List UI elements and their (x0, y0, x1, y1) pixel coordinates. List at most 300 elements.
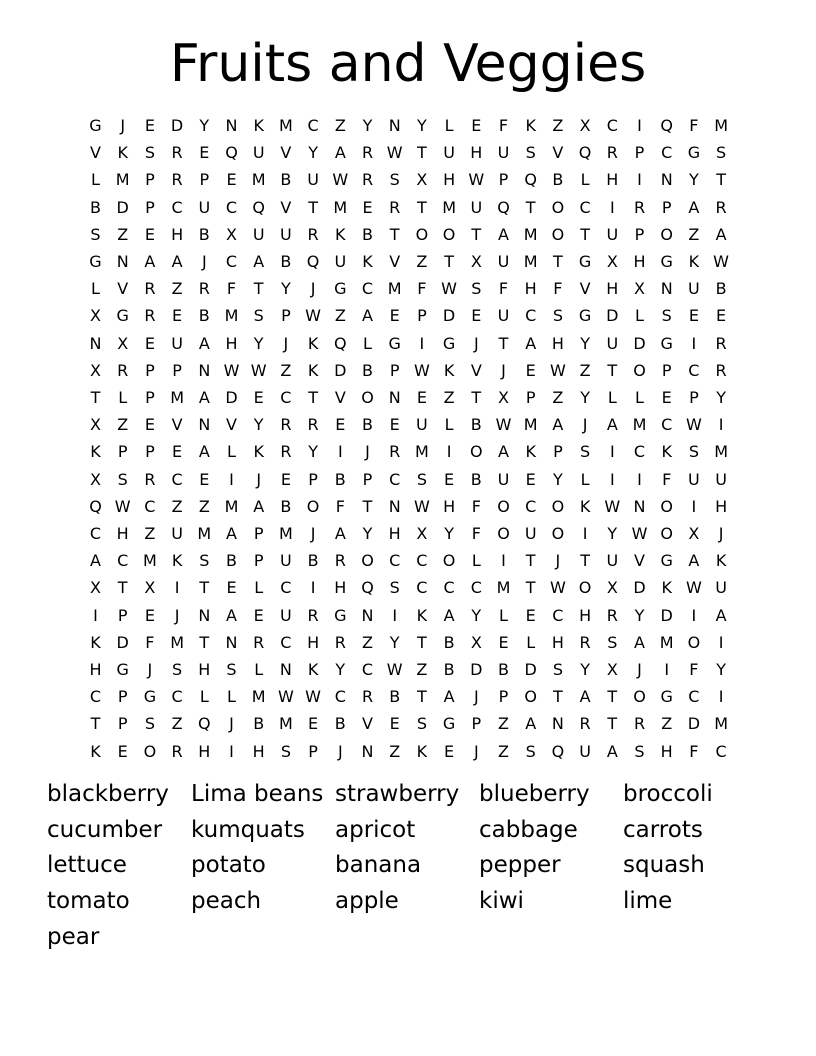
grid-letter: P (145, 388, 155, 407)
grid-letter: X (470, 632, 482, 652)
grid-letter: T (90, 388, 101, 407)
grid-letter: E (416, 388, 427, 407)
grid-letter: P (308, 741, 318, 761)
grid-row (82, 166, 734, 193)
grid-letter: B (280, 252, 292, 271)
grid-letter: D (660, 605, 673, 625)
grid-letter: M (224, 496, 239, 516)
grid-letter: S (525, 143, 536, 163)
grid-letter: B (443, 660, 455, 679)
grid-letter: H (252, 741, 265, 761)
grid-letter: X (606, 252, 618, 271)
grid-letter: L (444, 415, 454, 435)
grid-letter: D (225, 388, 238, 407)
grid-letter: V (552, 143, 564, 163)
grid-letter: K (253, 442, 264, 462)
grid-letter: U (280, 605, 292, 625)
grid-letter: H (660, 741, 673, 761)
grid-letter: N (225, 632, 238, 652)
grid-letter: H (633, 252, 646, 271)
grid-letter: M (278, 116, 293, 135)
grid-letter: P (661, 360, 672, 380)
grid-letter: Y (308, 143, 318, 163)
grid-letter: P (634, 143, 645, 163)
grid-letter: U (497, 469, 510, 489)
grid-letter: M (278, 524, 293, 543)
grid-letter: Y (471, 605, 482, 625)
grid-letter: S (280, 741, 291, 761)
grid-letter: C (280, 578, 292, 598)
grid-letter: J (637, 660, 642, 679)
grid-letter: M (714, 714, 728, 734)
grid-letter: G (442, 714, 456, 734)
grid-letter: L (635, 306, 644, 326)
grid-letter: T (525, 197, 536, 217)
grid-letter: F (471, 524, 481, 543)
grid-letter: R (361, 687, 374, 707)
grid-letter: M (387, 279, 402, 299)
grid-letter: K (416, 605, 428, 625)
grid-letter: B (715, 279, 727, 299)
grid-letter: A (688, 551, 700, 571)
grid-letter: C (225, 252, 238, 271)
grid-letter: Z (552, 116, 564, 135)
grid-letter: J (337, 741, 343, 761)
grid-letter: W (386, 660, 403, 679)
grid-letter: K (579, 496, 591, 516)
grid-letter: U (606, 551, 619, 571)
grid-letter: C (416, 578, 428, 598)
grid-letter: Q (361, 578, 374, 598)
grid-letter: U (171, 524, 183, 543)
grid-letter: B (362, 360, 373, 380)
grid-letter: Q (306, 252, 320, 271)
grid-letter: J (201, 252, 207, 271)
grid-letter: U (497, 252, 510, 271)
grid-letter: D (606, 306, 619, 326)
grid-letter: Q (660, 116, 673, 135)
grid-letter: P (117, 605, 128, 625)
grid-letter: M (659, 632, 674, 652)
grid-letter: F (553, 279, 563, 299)
grid-letter: H (225, 333, 238, 353)
grid-letter: H (606, 170, 619, 190)
grid-letter: E (688, 306, 699, 326)
grid-letter: B (307, 551, 319, 571)
grid-letter: E (172, 306, 183, 326)
grid-letter: O (524, 687, 537, 707)
grid-letter: G (660, 252, 673, 271)
grid-letter: O (551, 224, 565, 244)
grid-letter: E (308, 714, 319, 734)
grid-letter: U (171, 333, 183, 353)
grid-letter: R (280, 442, 292, 462)
grid-letter: P (145, 170, 155, 190)
grid-letter: F (689, 660, 699, 679)
grid-letter: R (198, 279, 210, 299)
grid-letter: M (170, 388, 184, 407)
grid-letter: A (525, 714, 537, 734)
grid-letter: A (198, 388, 210, 407)
grid-letter: T (417, 197, 427, 217)
word-list-item: squash (623, 852, 705, 879)
grid-row (82, 302, 734, 329)
grid-letter: U (252, 224, 265, 244)
grid-letter: K (307, 333, 319, 353)
grid-letter: T (553, 252, 563, 271)
grid-letter: P (117, 714, 128, 734)
grid-letter: P (498, 170, 509, 190)
grid-letter: T (117, 578, 128, 598)
grid-letter: C (171, 197, 183, 217)
grid-letter: N (279, 660, 292, 679)
grid-letter: K (416, 741, 428, 761)
grid-letter: T (444, 252, 454, 271)
grid-letter: X (90, 578, 101, 598)
grid-row (82, 683, 734, 710)
grid-letter: H (198, 660, 211, 679)
grid-letter: I (501, 551, 506, 571)
word-list-item: kumquats (191, 816, 305, 843)
grid-letter: D (116, 197, 129, 217)
grid-letter: Z (198, 496, 210, 516)
grid-letter: D (116, 632, 129, 652)
grid-letter: J (501, 360, 506, 380)
grid-letter: S (661, 306, 672, 326)
grid-letter: K (525, 116, 536, 135)
grid-letter: J (229, 714, 234, 734)
grid-letter: S (552, 306, 563, 326)
grid-letter: E (335, 415, 346, 435)
grid-letter: C (688, 360, 700, 380)
grid-letter: W (685, 578, 702, 598)
grid-letter: F (335, 496, 345, 516)
grid-letter: F (417, 279, 427, 299)
grid-letter: S (144, 714, 155, 734)
grid-letter: L (254, 660, 264, 679)
grid-letter: U (715, 469, 727, 489)
grid-letter: G (89, 116, 102, 135)
grid-letter: J (174, 605, 180, 625)
grid-letter: P (117, 687, 128, 707)
word-list-item: kiwi (479, 888, 524, 915)
grid-letter: T (417, 687, 427, 707)
grid-letter: K (307, 660, 319, 679)
grid-letter: A (688, 197, 700, 217)
grid-letter: N (225, 116, 238, 135)
grid-letter: F (689, 116, 699, 135)
grid-letter: O (442, 551, 456, 571)
grid-row (82, 602, 734, 629)
grid-letter: A (715, 605, 727, 625)
grid-letter: Y (716, 660, 726, 679)
word-list-item: peach (191, 888, 262, 915)
grid-letter: D (524, 660, 537, 679)
grid-letter: O (470, 442, 483, 462)
grid-letter: C (525, 496, 537, 516)
grid-letter: E (144, 116, 155, 135)
grid-letter: N (551, 714, 564, 734)
grid-letter: N (198, 360, 211, 380)
grid-letter: U (688, 469, 700, 489)
grid-letter: D (442, 306, 456, 326)
grid-letter: T (471, 224, 482, 244)
grid-letter: B (498, 660, 509, 679)
grid-letter: T (471, 388, 482, 407)
grid-letter: T (607, 687, 618, 707)
grid-letter: E (144, 415, 155, 435)
grid-letter: A (552, 415, 564, 435)
grid-letter: P (172, 360, 182, 380)
grid-letter: A (334, 524, 346, 543)
grid-letter: U (443, 143, 455, 163)
grid-letter: Z (171, 714, 183, 734)
grid-letter: Y (580, 388, 590, 407)
grid-letter: E (362, 197, 373, 217)
grid-letter: L (580, 170, 590, 190)
grid-letter: Y (417, 116, 427, 135)
grid-letter: Y (253, 415, 264, 435)
grid-letter: E (444, 741, 455, 761)
grid-letter: L (118, 388, 128, 407)
word-list-item: cabbage (479, 816, 578, 843)
grid-letter: I (609, 469, 615, 489)
grid-letter: I (174, 578, 180, 598)
grid-letter: O (361, 551, 374, 571)
grid-letter: T (253, 279, 264, 299)
word-list-item: pear (47, 923, 100, 950)
grid-letter: Y (607, 524, 618, 543)
grid-letter: W (713, 252, 729, 271)
grid-letter: L (91, 279, 100, 299)
grid-letter: T (199, 632, 210, 652)
grid-letter: W (468, 170, 485, 190)
grid-letter: L (471, 551, 481, 571)
grid-letter: W (631, 524, 648, 543)
grid-letter: Z (144, 524, 156, 543)
grid-letter: V (470, 360, 482, 380)
grid-letter: S (172, 660, 183, 679)
grid-letter: Q (551, 741, 565, 761)
grid-letter: U (688, 279, 700, 299)
grid-letter: C (225, 197, 238, 217)
grid-letter: Z (443, 388, 455, 407)
grid-letter: T (308, 388, 318, 407)
grid-letter: X (416, 170, 428, 190)
grid-letter: R (579, 632, 591, 652)
grid-letter: S (389, 578, 400, 598)
grid-letter: T (607, 714, 618, 734)
grid-letter: R (633, 714, 646, 734)
grid-letter: P (253, 524, 264, 543)
grid-letter: Y (362, 524, 373, 543)
grid-letter: Z (334, 306, 346, 326)
grid-letter: B (226, 551, 237, 571)
grid-letter: E (144, 605, 155, 625)
grid-letter: C (688, 687, 700, 707)
grid-letter: P (498, 687, 509, 707)
grid-letter: J (120, 116, 126, 135)
grid-letter: X (498, 388, 509, 407)
grid-letter: R (171, 143, 183, 163)
grid-letter: J (147, 660, 153, 679)
grid-letter: T (417, 143, 427, 163)
grid-letter: W (386, 143, 403, 163)
grid-letter: H (116, 524, 129, 543)
grid-letter: O (442, 224, 456, 244)
grid-letter: M (496, 578, 511, 598)
grid-letter: Q (252, 197, 265, 217)
grid-letter: V (634, 551, 645, 571)
grid-letter: G (89, 252, 102, 271)
grid-letter: Y (553, 469, 563, 489)
grid-letter: O (660, 496, 673, 516)
grid-letter: S (525, 741, 536, 761)
grid-letter: Z (688, 224, 700, 244)
grid-letter: H (524, 279, 537, 299)
grid-letter: B (198, 224, 210, 244)
grid-letter: A (715, 224, 727, 244)
grid-letter: S (199, 551, 210, 571)
grid-letter: N (361, 605, 374, 625)
grid-letter: E (226, 170, 237, 190)
grid-letter: K (661, 442, 672, 462)
grid-letter: M (278, 714, 293, 734)
grid-letter: P (689, 388, 699, 407)
grid-letter: I (718, 415, 724, 435)
grid-letter: K (362, 252, 373, 271)
grid-letter: W (305, 306, 321, 326)
grid-letter: E (525, 360, 536, 380)
grid-letter: K (307, 360, 319, 380)
grid-letter: V (362, 714, 373, 734)
grid-letter: N (198, 605, 211, 625)
grid-letter: O (633, 687, 646, 707)
grid-letter: U (579, 741, 591, 761)
grid-letter: U (280, 551, 292, 571)
grid-letter: E (199, 469, 210, 489)
grid-letter: W (413, 496, 430, 516)
grid-letter: X (634, 279, 645, 299)
grid-letter: R (715, 333, 727, 353)
grid-letter: L (526, 632, 536, 652)
grid-letter: H (198, 741, 211, 761)
grid-letter: N (361, 741, 374, 761)
grid-letter: P (308, 469, 318, 489)
grid-letter: Q (578, 143, 592, 163)
grid-letter: X (90, 306, 101, 326)
grid-letter: F (145, 632, 155, 652)
grid-letter: A (198, 333, 210, 353)
grid-letter: G (442, 333, 456, 353)
grid-letter: V (334, 388, 346, 407)
grid-letter: W (685, 415, 702, 435)
grid-letter: H (388, 524, 401, 543)
grid-letter: Y (308, 442, 318, 462)
grid-letter: J (283, 333, 289, 353)
word-list-item: apricot (335, 816, 416, 843)
grid-letter: O (143, 741, 157, 761)
grid-letter: M (523, 252, 538, 271)
grid-letter: S (552, 660, 563, 679)
grid-letter: R (334, 551, 346, 571)
grid-letter: A (606, 415, 618, 435)
word-list-item: cucumber (47, 816, 163, 843)
grid-letter: V (280, 197, 292, 217)
grid-letter: C (715, 741, 727, 761)
grid-letter: Y (580, 333, 590, 353)
grid-letter: U (497, 143, 510, 163)
grid-letter: B (389, 687, 401, 707)
word-list-item: broccoli (623, 781, 713, 807)
grid-letter: G (388, 333, 401, 353)
grid-letter: C (443, 578, 455, 598)
grid-letter: N (198, 415, 211, 435)
grid-letter: J (310, 524, 316, 543)
grid-letter: A (226, 605, 237, 625)
grid-row (82, 330, 734, 357)
grid-letter: G (660, 687, 673, 707)
grid-letter: U (497, 306, 510, 326)
grid-letter: G (116, 306, 129, 326)
grid-letter: H (307, 632, 320, 652)
grid-letter: S (226, 660, 237, 679)
grid-letter: U (470, 197, 483, 217)
grid-letter: Z (117, 415, 129, 435)
grid-letter: A (443, 687, 455, 707)
grid-letter: W (549, 578, 566, 598)
grid-letter: P (417, 306, 427, 326)
grid-letter: G (660, 551, 673, 571)
grid-letter: Z (171, 496, 183, 516)
grid-letter: P (525, 388, 536, 407)
grid-letter: O (497, 496, 510, 516)
grid-letter: N (388, 388, 401, 407)
grid-letter: I (392, 605, 398, 625)
grid-letter: Z (498, 741, 509, 761)
grid-letter: T (417, 632, 427, 652)
grid-letter: I (229, 469, 234, 489)
grid-letter: I (637, 170, 642, 190)
grid-letter: P (117, 442, 128, 462)
word-list-item: apple (335, 888, 399, 915)
grid-letter: Y (389, 632, 400, 652)
grid-letter: Z (171, 279, 183, 299)
grid-letter: S (634, 741, 645, 761)
grid-letter: Z (334, 116, 346, 135)
grid-letter: A (579, 687, 591, 707)
grid-letter: R (633, 197, 646, 217)
grid-letter: J (718, 524, 724, 543)
word-list-item: lime (623, 888, 673, 915)
grid-letter: U (198, 197, 211, 217)
grid-letter: Y (335, 660, 346, 679)
grid-letter: S (688, 442, 699, 462)
grid-letter: X (470, 252, 482, 271)
grid-letter: Z (416, 660, 428, 679)
grid-letter: B (280, 496, 292, 516)
grid-letter: B (552, 170, 564, 190)
grid-letter: R (334, 632, 346, 652)
page-title: Fruits and Veggies (169, 34, 647, 94)
grid-letter: I (637, 116, 642, 135)
grid-letter: T (498, 333, 509, 353)
grid-letter: E (144, 333, 155, 353)
grid-letter: A (226, 524, 237, 543)
grid-letter: I (691, 333, 697, 353)
grid-letter: W (250, 360, 267, 380)
grid-letter: C (579, 197, 591, 217)
